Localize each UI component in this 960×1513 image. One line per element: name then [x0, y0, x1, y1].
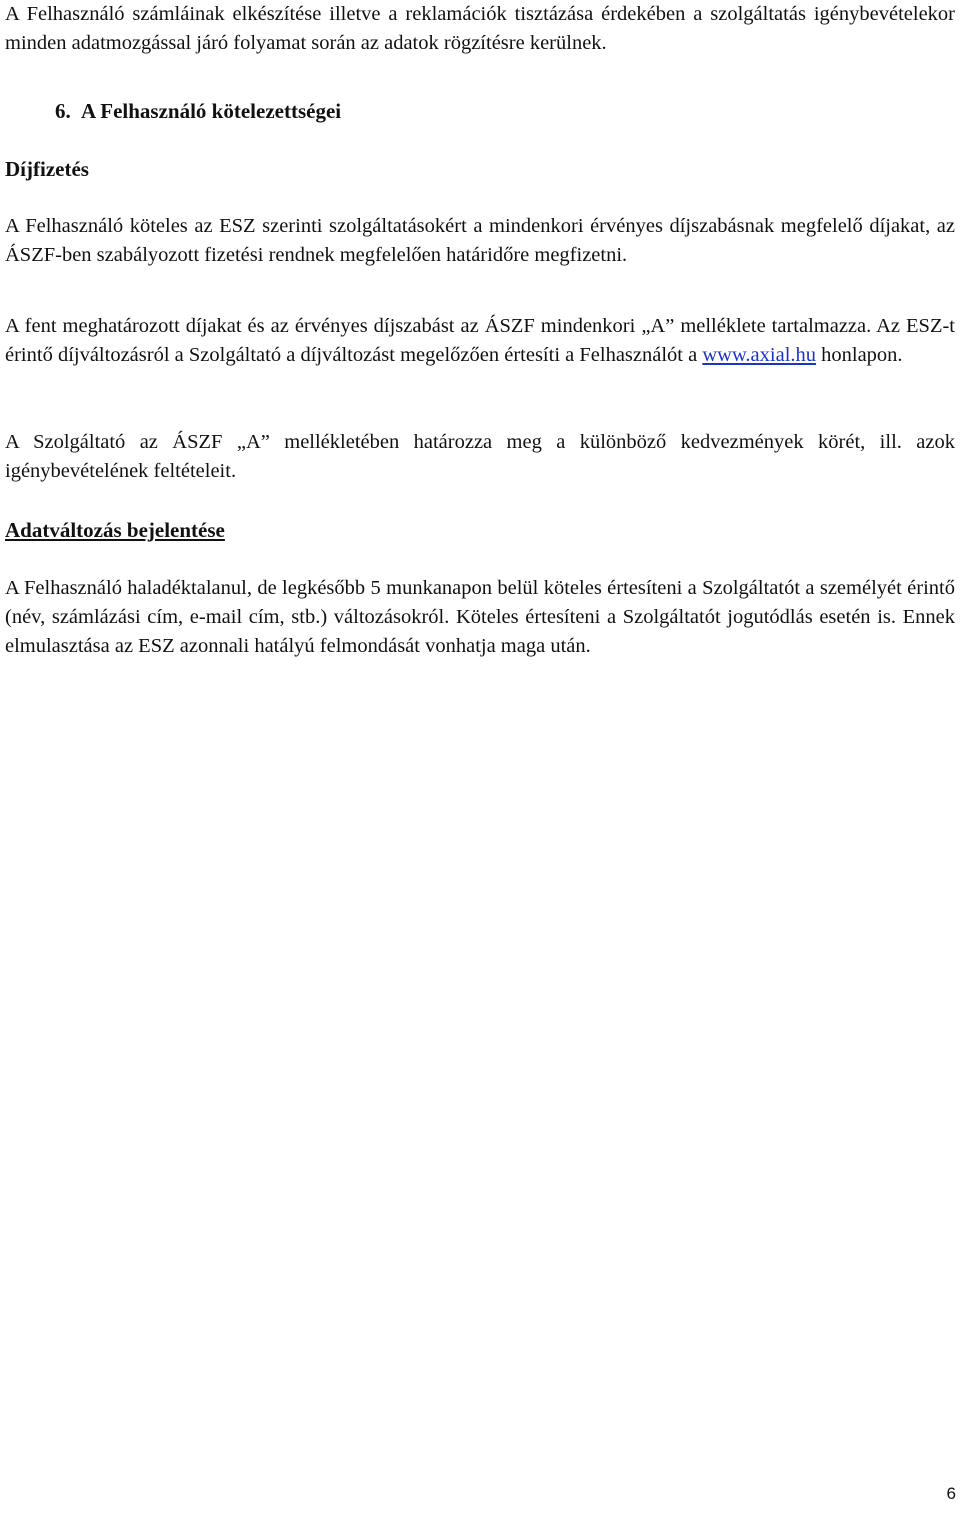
section-number: 6. — [55, 99, 71, 123]
axial-website-link[interactable]: www.axial.hu — [702, 344, 817, 366]
dijfizetes-paragraph-2-text: A fent meghatározott díjakat és az érvényes díjszabást az ÁSZF mindenkori „A” melléklete tartalmazza. Az ESZ-t érintő díjváltozásról a Szolgáltató a díjváltozást megelőzően értesíti a Felhasználót a — [5, 315, 955, 366]
section-heading — [55, 97, 341, 126]
dijfizetes-paragraph-1: A Felhasználó köteles az ESZ szerinti szolgáltatásokért a mindenkori érvényes díjszabásnak megfelelő díjakat, az ÁSZF-ben szabályozott fizetési rendnek megfelelően határidőre megfizetni. — [5, 215, 955, 266]
page-number: 6 — [946, 1484, 956, 1503]
adatvaltozas-heading: Adatváltozás bejelentése — [5, 518, 225, 542]
dijfizetes-paragraph-3: A Szolgáltató az ÁSZF „A” mellékletében határozza meg a különböző kedvezmények körét, ill. azok igénybevételének feltételeit. — [5, 431, 955, 482]
dijfizetes-paragraph-2-tail: honlapon. — [816, 344, 903, 366]
section-title: A Felhasználó kötelezettségei — [81, 99, 342, 123]
dijfizetes-paragraph-2 — [5, 312, 955, 370]
adatvaltozas-paragraph-1: A Felhasználó haladéktalanul, de legkésőbb 5 munkanapon belül köteles értesíteni a Szolgáltatót a személyét érintő (név, számlázási cím, e-mail cím, stb.) változásokról. Köteles értesíteni a Szolgáltatót jogutódlás esetén is. Ennek elmulasztása az ESZ azonnali hatályú felmondását vonhatja maga után. — [5, 577, 955, 657]
intro-paragraph: A Felhasználó számláinak elkészítése illetve a reklamációk tisztázása érdekében a szolgáltatás igénybevételekor minden adatmozgással járó folyamat során az adatok rögzítésre kerülnek. — [5, 3, 955, 54]
dijfizetes-heading: Díjfizetés — [5, 157, 89, 181]
